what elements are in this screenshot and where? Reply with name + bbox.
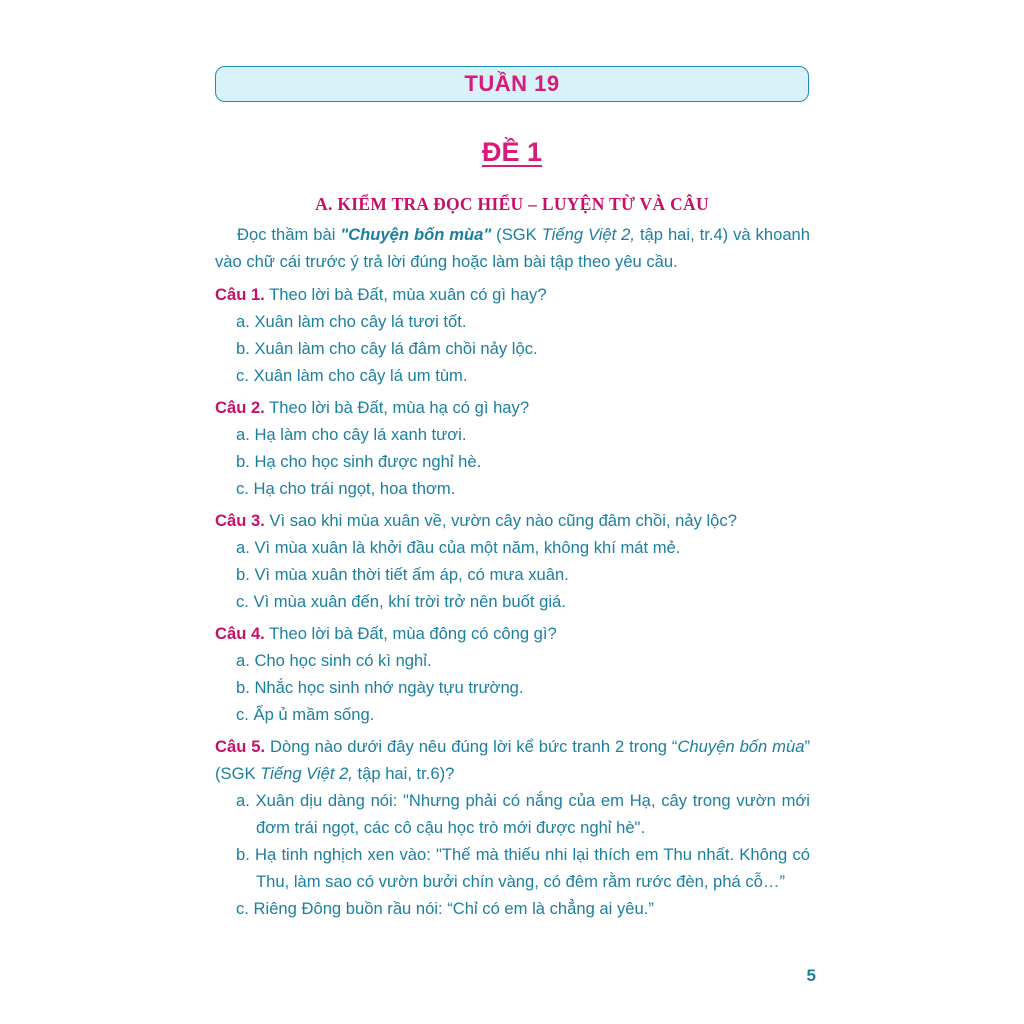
question-number: Câu 3. [215,511,265,530]
question-prompt [215,620,810,647]
question-text: Vì sao khi mùa xuân về, vườn cây nào cũng đâm chồi, nảy lộc? [264,511,737,530]
instructions [215,221,810,275]
question-text: ” (SGK [215,737,810,783]
question-text: Theo lời bà Đất, mùa hạ có gì hay? [264,398,530,417]
question-prompt [215,394,810,421]
answer-option: c. Vì mùa xuân đến, khí trời trở nên buốt giá. [236,592,566,611]
book-title: Tiếng Việt 2, [541,225,636,244]
answer-option: b. Nhắc học sinh nhớ ngày tựu trường. [236,678,524,697]
question-prompt [215,733,810,787]
answer-option: a. Hạ làm cho cây lá xanh tươi. [236,425,467,444]
question-number: Câu 1. [215,285,265,304]
answer-option: b. Hạ tinh nghịch xen vào: "Thế mà thiếu nhi lại thích em Thu nhất. Không có Thu, làm sao có vườn bưởi chín vàng, có đêm rằm rước đèn, phá cỗ…” [236,845,810,891]
instructions-text: tập hai, tr.4) và khoanh vào chữ cái trước ý trả lời đúng hoặc làm bài tập theo yêu cầu. [215,225,811,271]
question-text: Theo lời bà Đất, mùa đông có công gì? [264,624,557,643]
book-title: Tiếng Việt 2, [260,764,353,783]
answer-option: c. Hạ cho trái ngọt, hoa thơm. [236,479,456,498]
question-5 [215,733,810,922]
exam-content [215,221,810,927]
section-title: A. KIỂM TRA ĐỌC HIỂU – LUYỆN TỪ VÀ CÂU [315,194,709,214]
answer-option: a. Xuân dịu dàng nói: "Nhưng phải có nắng của em Hạ, cây trong vườn mới đơm trái ngọt, các cô cậu học trò mới được nghỉ hè". [236,791,810,837]
question-3 [215,507,810,615]
question-number: Câu 5. [215,737,266,756]
answer-option: b. Hạ cho học sinh được nghỉ hè. [236,452,482,471]
instructions-text: Đọc thầm bài [237,225,341,244]
story-title: Chuyện bốn mùa [677,737,805,756]
question-prompt [215,281,810,308]
week-title: TUẦN 19 [464,71,560,96]
exam-title [0,137,1024,168]
question-1 [215,281,810,389]
answer-option: a. Xuân làm cho cây lá tươi tốt. [236,312,467,331]
exam-title-text: ĐỀ 1 [481,137,543,167]
answer-option: b. Vì mùa xuân thời tiết ấm áp, có mưa xuân. [236,565,569,584]
answer-option: a. Cho học sinh có kì nghỉ. [236,651,432,670]
answer-option: c. Riêng Đông buồn rầu nói: “Chỉ có em là chẳng ai yêu.” [236,899,654,918]
answer-option: c. Ấp ủ mầm sống. [236,705,375,724]
question-text: tập hai, tr.6)? [352,764,455,783]
instructions-text: (SGK [491,225,542,244]
answer-option: c. Xuân làm cho cây lá um tùm. [236,366,468,385]
question-number: Câu 2. [215,398,265,417]
question-2 [215,394,810,502]
answer-option: a. Vì mùa xuân là khởi đầu của một năm, không khí mát mẻ. [236,538,681,557]
question-text: Theo lời bà Đất, mùa xuân có gì hay? [264,285,547,304]
answer-option: b. Xuân làm cho cây lá đâm chồi nảy lộc. [236,339,538,358]
question-text: Dòng nào dưới đây nêu đúng lời kể bức tranh 2 trong “ [265,737,678,756]
question-prompt [215,507,810,534]
question-number: Câu 4. [215,624,265,643]
page-number: 5 [806,966,816,985]
question-4 [215,620,810,728]
week-banner [215,66,809,102]
reading-title: "Chuyện bốn mùa" [340,225,492,244]
